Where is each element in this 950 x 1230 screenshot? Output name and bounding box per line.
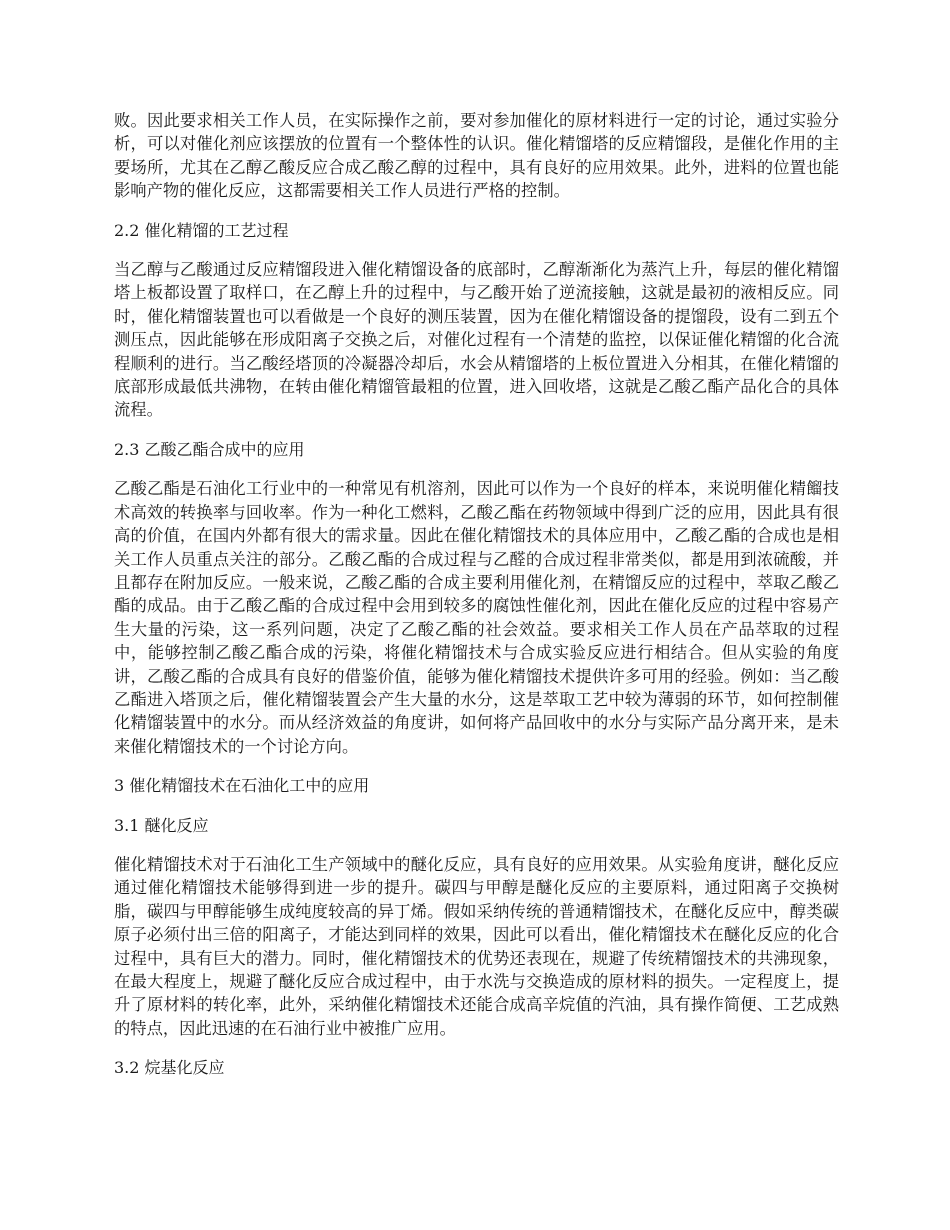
section-heading-2-3: 2.3 乙酸乙酯合成中的应用 [114, 439, 305, 459]
section-heading-3: 3 催化精馏技术在石油化工中的应用 [114, 776, 370, 796]
section-heading-3-1: 3.1 醚化反应 [114, 815, 209, 835]
paragraph-ethyl-acetate: 乙酸乙酯是石油化工行业中的一种常见有机溶剂，因此可以作为一个良好的样本，来说明催化精餾技术高效的转换率与回收率。作为一种化工燃料，乙酸乙酯在药物领域中得到广泛的应用，因此具有很高的价值，在国内外都有很大的需求量。因此在催化精馏技术的具体应用中，乙酸乙酯的合成也是相关工作人员重点关注的部分。乙酸乙酯的合成过程与乙醛的合成过程非常类似，都是用到浓硫酸，并且都存在附加反应。一般来说，乙酸乙酯的合成主要利用催化剂，在精馏反应的过程中，萃取乙酸乙酯的成品。由于乙酸乙酯的合成过程中会用到较多的腐蚀性催化剂，因此在催化反应的过程中容易产生大量的污染，这一系列问题，决定了乙酸乙酯的社会效益。要求相关工作人员在产品萃取的过程中，能够控制乙酸乙酯合成的污染，将催化精馏技术与合成实验反应进行相结合。但从实验的角度讲，乙酸乙酯的合成具有良好的借鉴价值，能够为催化精馏技术提供许多可用的经验。例如：当乙酸乙酯进入塔顶之后，催化精馏装置会产生大量的水分，这是萃取工艺中较为薄弱的环节，如何控制催化精馏装置中的水分。而从经济效益的角度讲，如何将产品回收中的水分与实际产品分离开来，是未来催化精馏技术的一个讨论方向。 [114, 479, 839, 756]
section-heading-3-2: 3.2 烷基化反应 [114, 1058, 225, 1078]
paragraph-etherification: 催化精馏技术对于石油化工生产领域中的醚化反应，具有良好的应用效果。从实验角度讲，醚化反应通过催化精馏技术能够得到进一步的提升。碳四与甲醇是醚化反应的主要原料，通过阳离子交换树脂，碳四与甲醇能够生成纯度较高的异丁烯。假如采纳传统的普通精馏技术，在醚化反应中，醇类碳原子必须付出三倍的阳离子，才能达到同样的效果，因此可以看出，催化精馏技术在醚化反应的化合过程中，具有巨大的潜力。同时，催化精馏技术的优势还表现在，规避了传统精馏技术的共沸现象，在最大程度上，规避了醚化反应合成过程中，由于水洗与交换造成的原材料的损失。一定程度上，提升了原材料的转化率，此外，采纳催化精馏技术还能合成高辛烷值的汽油，具有操作简便、工艺成熟的特点，因此迅速的在石油行业中被推广应用。 [114, 854, 839, 1038]
paragraph-intro: 败。因此要求相关工作人员，在实际操作之前，要对参加催化的原材料进行一定的讨论，通过实验分析，可以对催化剂应该摆放的位置有一个整体性的认识。催化精馏塔的反应精馏段，是催化作用的主要场所，尤其在乙醇乙酸反应合成乙酸乙醇的过程中，具有良好的应用效果。此外，进料的位置也能影响产物的催化反应，这都需要相关工作人员进行严格的控制。 [114, 111, 839, 201]
section-heading-2-2: 2.2 催化精馏的工艺过程 [114, 220, 289, 240]
paragraph-process: 当乙醇与乙酸通过反应精馏段进入催化精馏设备的底部时，乙醇渐渐化为蒸汽上升，每层的催化精馏塔上板都设置了取样口，在乙醇上升的过程中，与乙酸开始了逆流接触，这就是最初的液相反应。同时，催化精馏装置也可以看做是一个良好的测压装置，因为在催化精馏设备的提馏段，设有二到五个测压点，因此能够在形成阳离子交换之后，对催化过程有一个清楚的监控，以保证催化精馏的化合流程顺利的进行。当乙酸经塔顶的冷凝器冷却后，水会从精馏塔的上板位置进入分相其，在催化精馏的底部形成最低共沸物，在转由催化精馏管最粗的位置，进入回收塔，这就是乙酸乙酯产品化合的具体流程。 [114, 260, 839, 420]
document-page [114, 109, 839, 1096]
